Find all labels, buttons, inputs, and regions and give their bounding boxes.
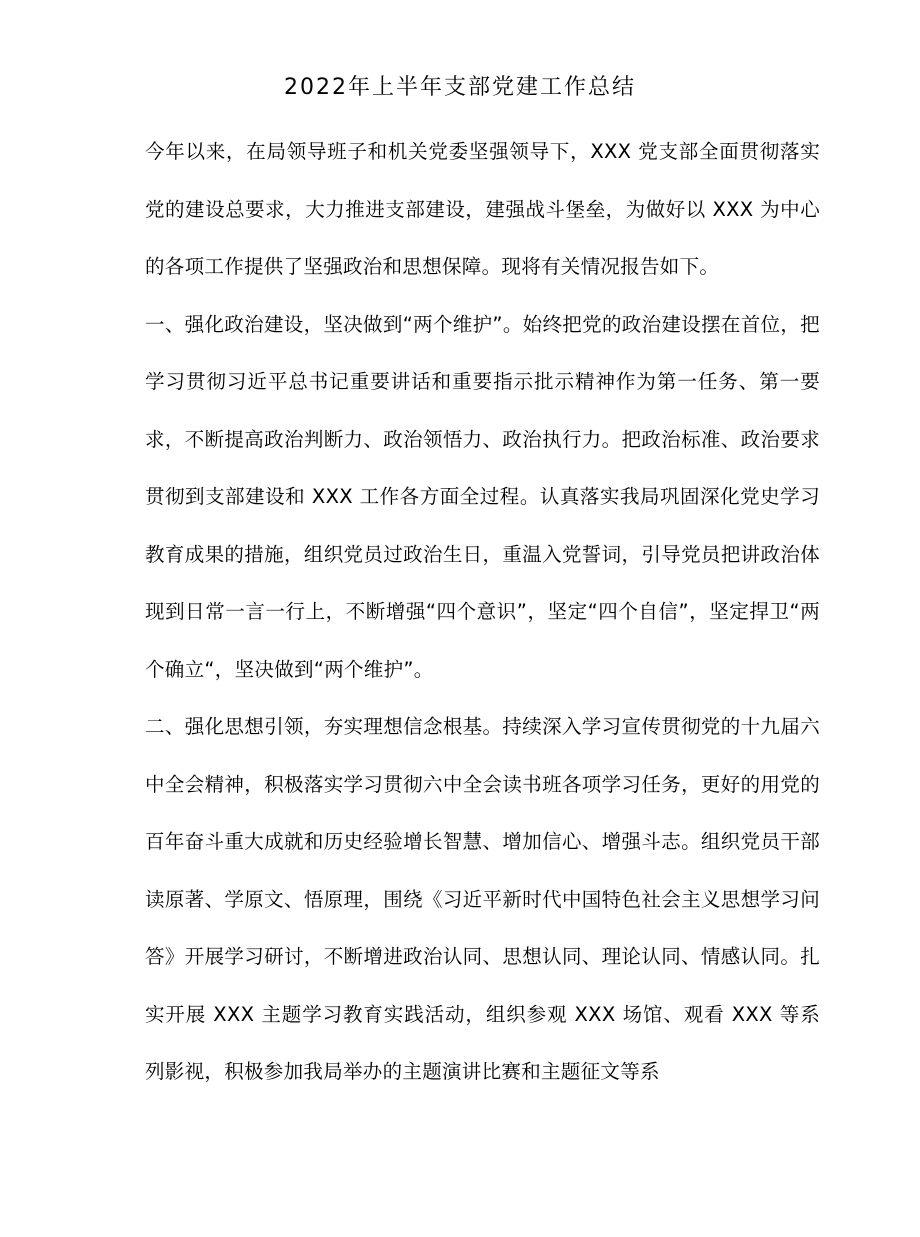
document-body bbox=[103, 123, 820, 1101]
paragraph-political-building: 一、强化政治建设，坚决做到“两个维护”。始终把党的政治建设摆在首位，把学习贯彻习近平总书记重要讲话和重要指示批示精神作为第一任务、第一要求，不断提高政治判断力、政治领悟力、政治执行力。把政治标准、政治要求贯彻到支部建设和 XXX 工作各方面全过程。认真落实我局巩固深化党史学习教育成果的措施，组织党员过政治生日，重温入党誓词，引导党员把讲政治体现到日常一言一行上，不断增强“四个意识”，坚定“四个自信”，坚定捍卫“两个确立“，坚决做到“两个维护”。 bbox=[145, 312, 820, 681]
paragraph-intro: 今年以来，在局领导班子和机关党委坚强领导下，XXX 党支部全面贯彻落实党的建设总要求，大力推进支部建设，建强战斗堡垒，为做好以 XXX 为中心的各项工作提供了坚强政治和思想保障。现将有关情况报告如下。 bbox=[145, 140, 820, 278]
paragraph-ideological-guidance: 二、强化思想引领，夯实理想信念根基。持续深入学习宣传贯彻党的十九届六中全会精神，积极落实学习贯彻六中全会读书班各项学习任务，更好的用党的百年奋斗重大成就和历史经验增长智慧、增加信心、增强斗志。组织党员干部读原著、学原文、悟原理，围绕《习近平新时代中国特色社会主义思想学习问答》开展学习研讨，不断增进政治认同、思想认同、理论认同、情感认同。扎实开展 XXX 主题学习教育实践活动，组织参观 XXX 场馆、观看 XXX 等系列影视，积极参加我局举办的主题演讲比赛和主题征文等系 bbox=[145, 715, 820, 1083]
document-title: 2022年上半年支部党建工作总结 bbox=[284, 75, 636, 100]
